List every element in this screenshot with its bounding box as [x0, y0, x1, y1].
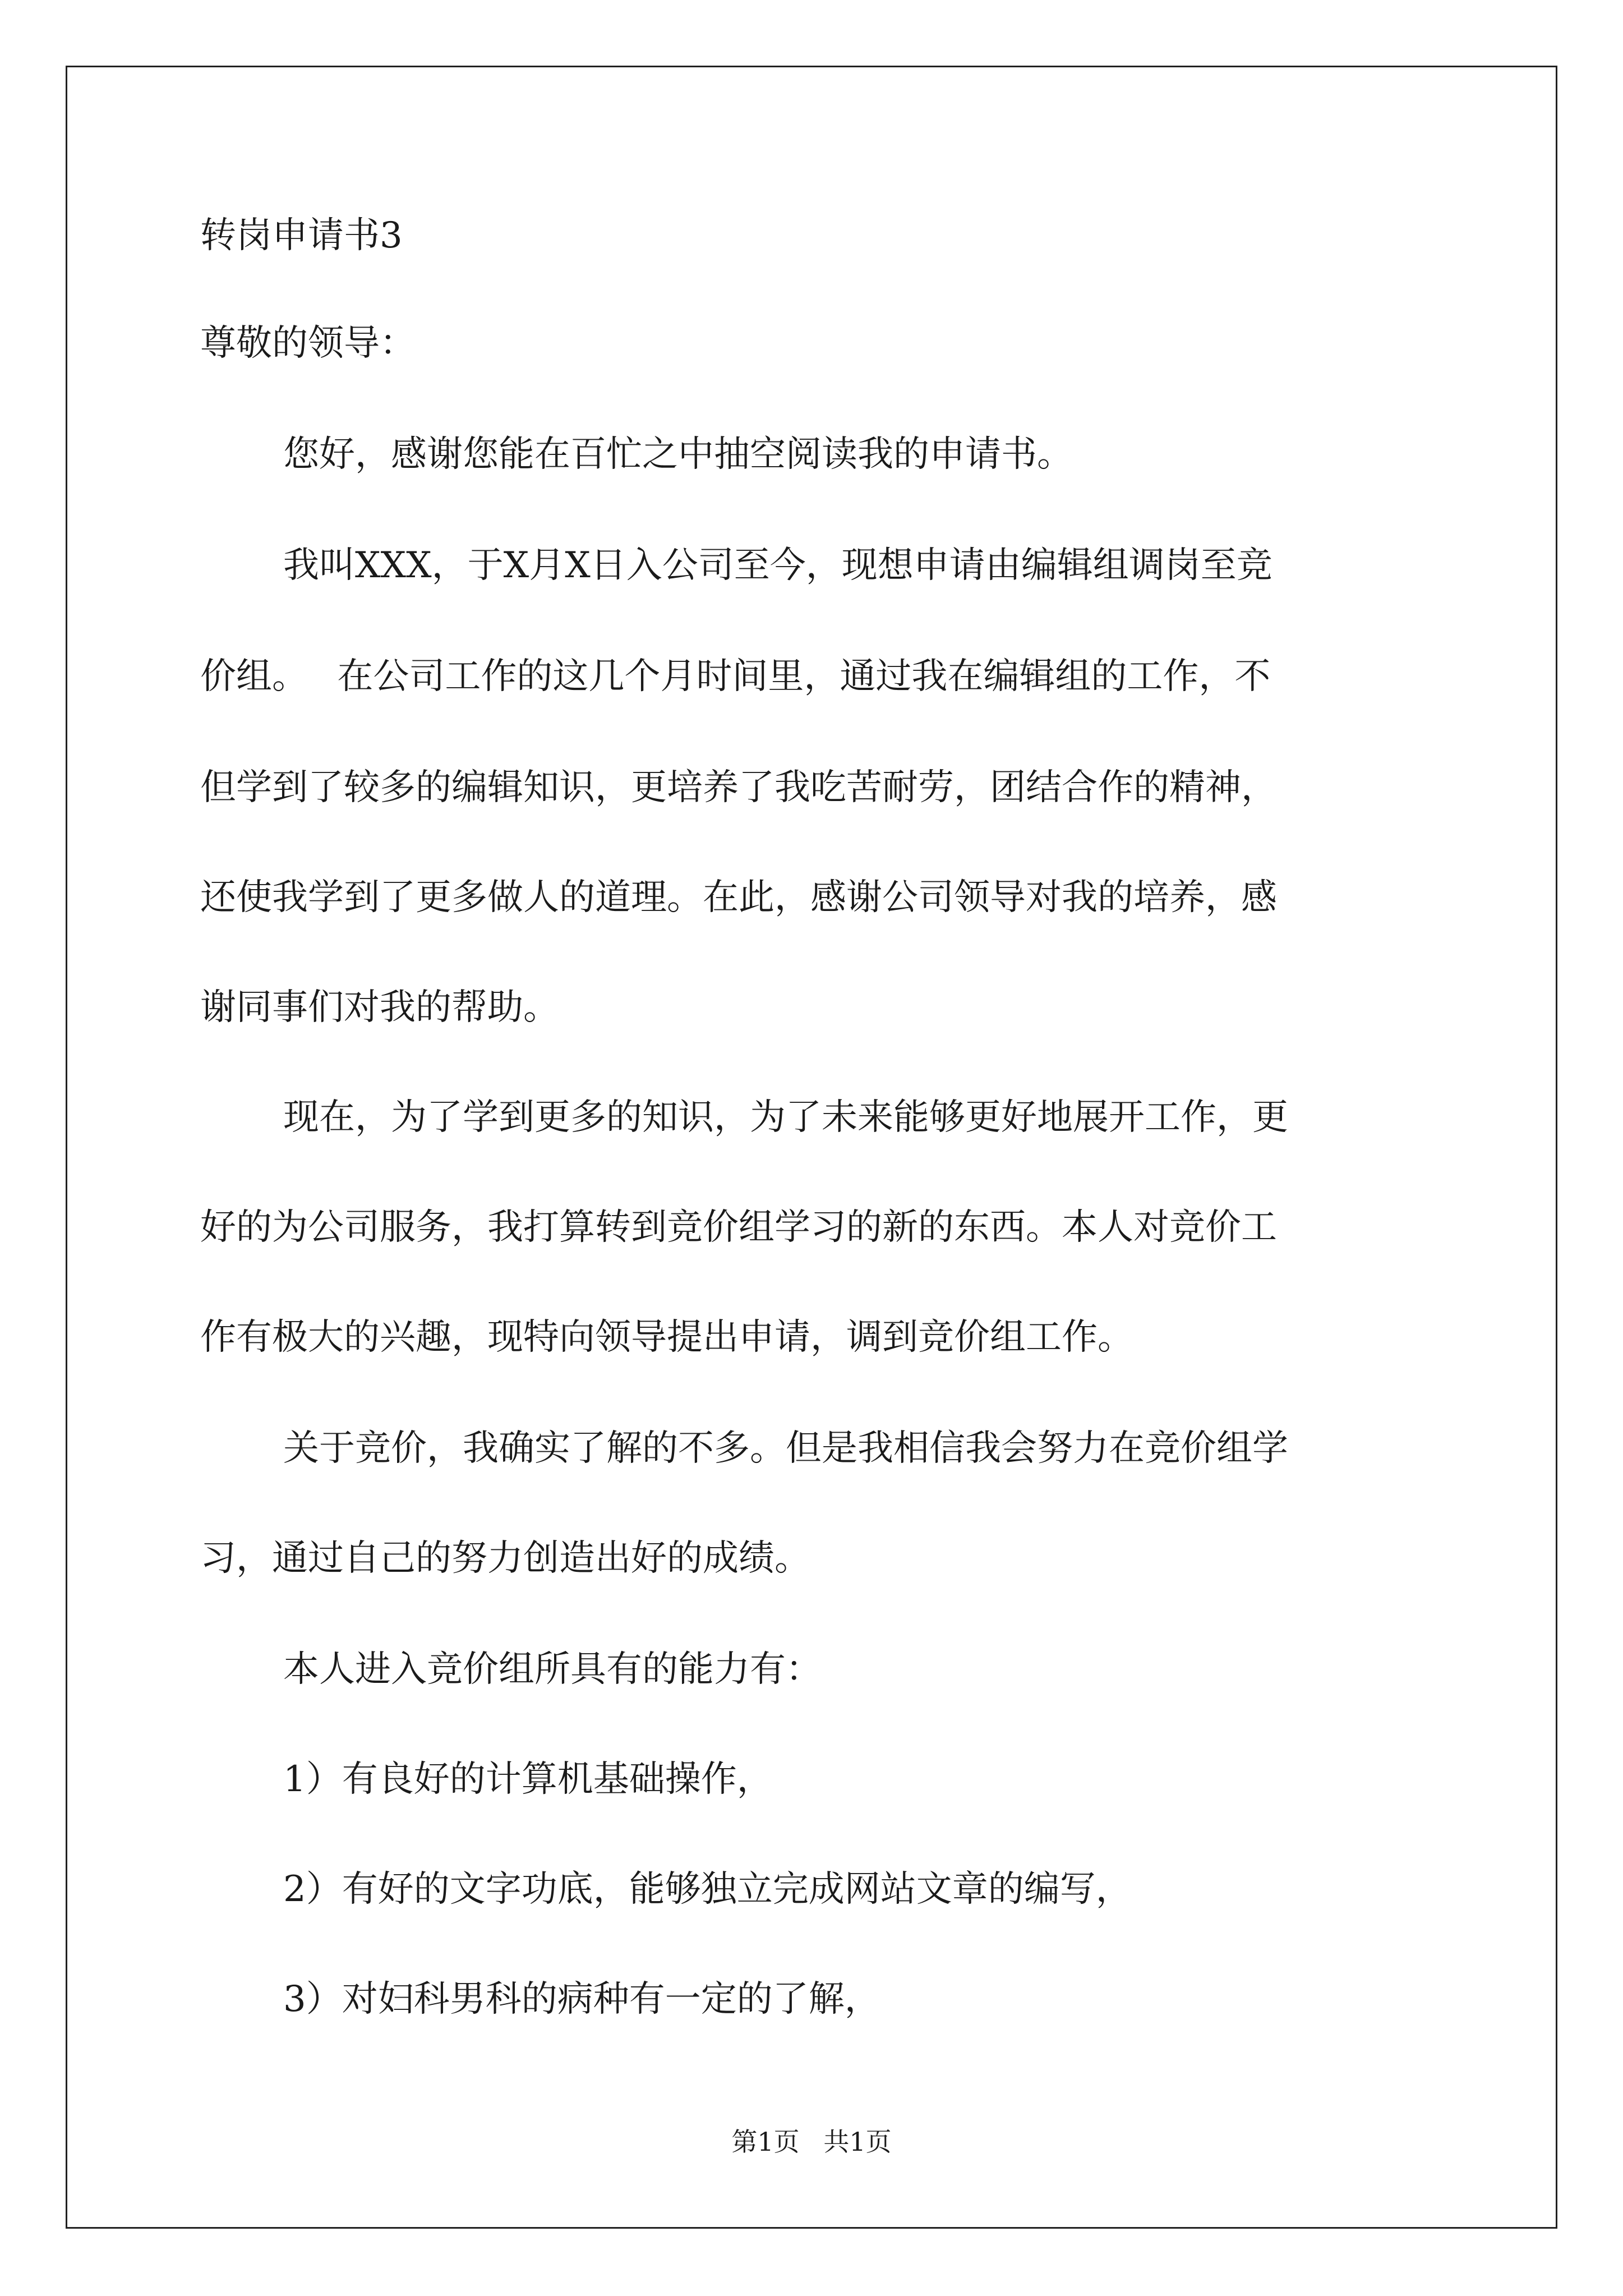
paragraph-line: 关于竞价，我确实了解的不多。但是我相信我会努力在竞价组学 — [283, 1428, 1288, 1469]
paragraph-line: 您好，感谢您能在百忙之中抽空阅读我的申请书。 — [283, 434, 1073, 475]
paragraph-line: 谢同事们对我的帮助。 — [200, 987, 559, 1028]
paragraph-line: 我叫XXX，于X月X日入公司至今，现想申请由编辑组调岗至竞 — [283, 545, 1272, 586]
paragraph-line: 价组。 在公司工作的这几个月时间里，通过我在编辑组的工作，不 — [200, 656, 1271, 697]
page-number: 第1页 — [731, 2127, 800, 2157]
page-total: 共1页 — [823, 2127, 892, 2157]
salutation: 尊敬的领导： — [200, 323, 416, 364]
paragraph-line: 好的为公司服务，我打算转到竞价组学习的新的东西。本人对竞价工 — [200, 1207, 1277, 1248]
paragraph-line: 本人进入竞价组所具有的能力有： — [283, 1649, 822, 1690]
list-item: 3）对妇科男科的病种有一定的了解， — [283, 1978, 880, 2020]
paragraph-line: 作有极大的兴趣，现特向领导提出申请，调到竞价组工作。 — [200, 1317, 1133, 1358]
paragraph-line: 现在，为了学到更多的知识，为了未来能够更好地展开工作，更 — [283, 1097, 1288, 1138]
list-item: 2）有好的文字功底，能够独立完成网站文章的编写， — [283, 1869, 1132, 1910]
paragraph-line: 习，通过自己的努力创造出好的成绩。 — [200, 1538, 810, 1579]
paragraph-line: 还使我学到了更多做人的道理。在此，感谢公司领导对我的培养，感 — [200, 877, 1277, 918]
document-title: 转岗申请书3 — [200, 215, 403, 256]
page-footer — [0, 2126, 1623, 2157]
paragraph-line: 但学到了较多的编辑知识，更培养了我吃苦耐劳，团结合作的精神， — [200, 767, 1277, 808]
list-item: 1）有良好的计算机基础操作， — [283, 1759, 773, 1800]
